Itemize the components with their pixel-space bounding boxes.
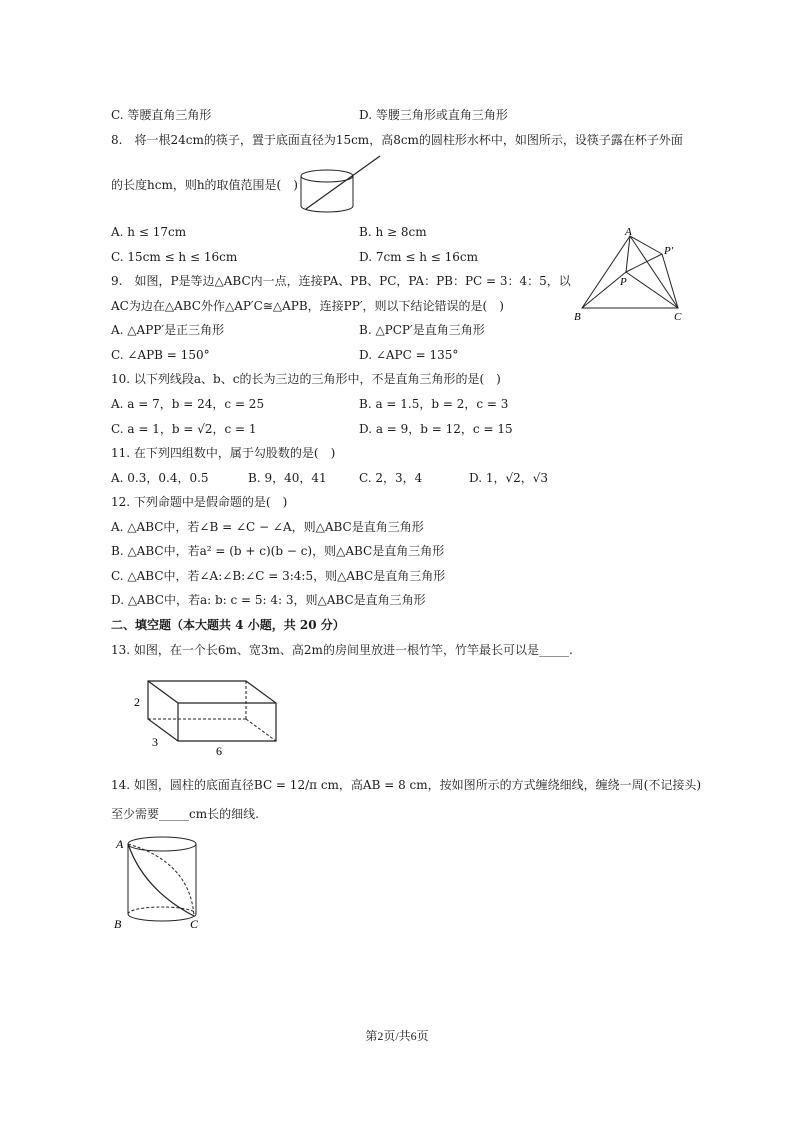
option-9a: A. △APP′是正三角形 — [111, 323, 225, 337]
cup-chopstick-figure — [298, 154, 384, 218]
q13-stem: 13. 如图，在一个长6m、宽3m、高2m的房间里放进一根竹竿，竹竿最长可以是_____. — [111, 643, 573, 657]
triangle-figure — [572, 224, 692, 324]
section-heading: 二、填空题（本大题共 4 小题，共 20 分） — [111, 618, 345, 632]
option-10b: B. a = 1.5，b = 2，c = 3 — [359, 397, 509, 411]
box-length-label: 6 — [216, 744, 222, 758]
option-9d: D. ∠APC = 135° — [359, 348, 459, 362]
option-10a: A. a = 7，b = 24，c = 25 — [111, 397, 265, 411]
option-7d: D. 等腰三角形或直角三角形 — [359, 108, 508, 122]
q14-stem: 14. 如图，圆柱的底面直径BC = 12/π cm，高AB = 8 cm，按如图所示的方式缠绕细线，缠绕一周(不记接头) — [111, 778, 702, 792]
q14-stem-2: 至少需要_____cm长的细线. — [111, 807, 259, 821]
cylinder-figure — [110, 832, 206, 934]
q8-stem: 8. 将一根24cm的筷子，置于底面直径为15cm，高8cm的圆柱形水杯中，如图所示，设筷子露在杯子外面 — [111, 133, 683, 147]
q10-stem: 10. 以下列线段a、b、c的长为三边的三角形中，不是直角三角形的是( ) — [111, 372, 501, 386]
option-12c: C. △ABC中，若∠A:∠B:∠C = 3:4:5，则△ABC是直角三角形 — [111, 569, 446, 583]
cyl-label-a: A — [116, 837, 124, 851]
option-8c: C. 15cm ≤ h ≤ 16cm — [111, 250, 238, 264]
option-12a: A. △ABC中，若∠B = ∠C − ∠A，则△ABC是直角三角形 — [111, 520, 424, 534]
label-c: C — [674, 311, 682, 323]
q9-stem: 9. 如图，P是等边△ABC内一点，连接PA、PB、PC，PA：PB：PC = 3：4：5，以 — [111, 274, 571, 288]
q11-stem: 11. 在下列四组数中，属于勾股数的是( ) — [111, 446, 336, 460]
box-width-label: 3 — [152, 735, 158, 749]
q12-stem: 12. 下列命题中是假命题的是( ) — [111, 495, 288, 509]
option-7c: C. 等腰直角三角形 — [111, 108, 212, 122]
label-a: A — [625, 226, 632, 238]
label-p-prime: P′ — [664, 245, 674, 257]
q9-stem-2: AC为边在△ABC外作△AP′C≅△APB，连接PP′，则以下结论错误的是( ) — [111, 299, 504, 313]
option-12d: D. △ABC中，若a: b: c = 5: 4: 3，则△ABC是直角三角形 — [111, 593, 426, 607]
option-9b: B. △PCP′是直角三角形 — [359, 323, 485, 337]
option-12b: B. △ABC中，若a² = (b + c)(b − c)，则△ABC是直角三角形 — [111, 544, 445, 558]
option-8b: B. h ≥ 8cm — [359, 225, 427, 239]
q8-stem-2: 的长度hcm，则h的取值范围是( ) — [111, 178, 298, 192]
cyl-label-c: C — [190, 917, 199, 931]
label-b: B — [574, 311, 581, 323]
cyl-label-b: B — [114, 917, 122, 931]
option-11a: A. 0.3，0.4，0.5 — [111, 471, 209, 485]
option-11d: D. 1，√2，√3 — [469, 471, 549, 485]
option-11b: B. 9，40，41 — [248, 471, 327, 485]
option-8d: D. 7cm ≤ h ≤ 16cm — [359, 250, 479, 264]
box-height-label: 2 — [134, 695, 140, 709]
option-9c: C. ∠APB = 150° — [111, 348, 210, 362]
option-8a: A. h ≤ 17cm — [111, 225, 187, 239]
option-11c: C. 2，3，4 — [359, 471, 423, 485]
page-footer: 第2页/共6页 — [365, 1029, 429, 1043]
box-figure — [128, 673, 284, 759]
option-10c: C. a = 1，b = √2，c = 1 — [111, 422, 257, 436]
option-10d: D. a = 9，b = 12，c = 15 — [359, 422, 513, 436]
label-p: P — [620, 276, 627, 288]
